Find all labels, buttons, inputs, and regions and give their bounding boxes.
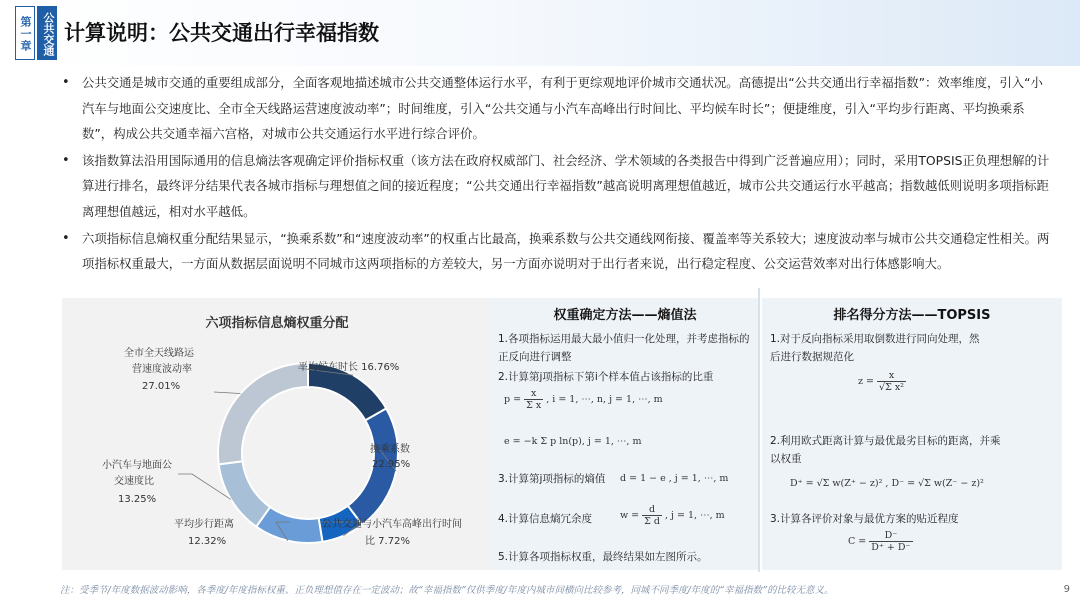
formula-text: w = xyxy=(620,510,640,521)
formula-text: p xyxy=(504,394,511,405)
entropy-step-3: 3.计算第j项指标的熵值 xyxy=(498,473,606,485)
topsis-step-2: 2.利用欧式距离计算与最优最劣目标的距离，并乘以权重 xyxy=(770,435,1001,465)
label-fluctuation-name: 全市全天线路运 xyxy=(124,348,194,359)
section-tag: 公共交通 xyxy=(37,6,57,60)
bullet-dot-icon: • xyxy=(62,230,70,246)
fraction-numerator: x xyxy=(524,388,543,400)
fraction-numerator: D⁻ xyxy=(869,530,912,542)
entropy-formula-2: e = −k Σ p ln(p), j = 1, ⋯, m xyxy=(504,436,642,447)
formula-text: , j = 1, ⋯, m xyxy=(665,510,725,521)
label-speed-ratio-name-2: 交速度比 xyxy=(114,476,154,487)
donut-slice-5 xyxy=(218,363,308,464)
label-transfer-name: 换乘系数 xyxy=(370,444,410,455)
bullet-list xyxy=(60,70,1050,278)
topsis-formula-3 xyxy=(848,530,913,553)
bullet-text: 公共交通是城市交通的重要组成部分，全面客观地描述城市公共交通整体运行水平，有利于更综观地评价城市交通状况。高德提出“公共交通出行幸福指数”：效率维度，引入“小汽车与地面公交速度比、全市全天线路运营速度波动率”；时间维度，引入“公共交通与小汽车高峰出行时间比、平均候车时长”；便捷维度，引入“平均步行距离、平均换乘系数”，构成公共交通幸福六宫格，对城市公共交通运行水平进行综合评价。 xyxy=(82,75,1043,142)
label-speed-ratio-value: 13.25% xyxy=(118,494,157,505)
formula-text: , i = 1, ⋯, n, j = 1, ⋯, m xyxy=(546,394,663,405)
bullet-item xyxy=(60,148,1050,225)
entropy-method-title: 权重确定方法——熵值法 xyxy=(553,308,697,323)
fraction-numerator: d xyxy=(642,504,662,516)
bullet-text: 该指数算法沿用国际通用的信息熵法客观确定评价指标权重（该方法在政府权威部门、社会经济、学术领域的各类报告中得到广泛普遍应用）；同时，采用TOPSIS正负理想解的计算进行排名，最终评分结果代表各城市指标与理想值之间的接近程度；“公共交通出行幸福指数”越高说明离理想值越近，城市公共交通运行水平越高；指数越低则说明多项指标距离理想值越远，相对水平越低。 xyxy=(82,152,1050,219)
panel-divider xyxy=(758,288,760,572)
label-time-ratio-value: 比 7.72% xyxy=(365,536,410,547)
bullet-dot-icon: • xyxy=(62,152,70,168)
page-title: 计算说明：公共交通出行幸福指数 xyxy=(64,21,379,45)
fraction xyxy=(524,388,543,411)
chart-panel xyxy=(62,298,492,570)
header-band xyxy=(0,0,1080,66)
formula-text: C = xyxy=(848,536,867,547)
entropy-formula-1: p = $\frac{x}{\text{Σ x}}$ , i = 1, ⋯, n, j = 1, ⋯, m xyxy=(504,388,663,411)
entropy-step-5: 5.计算各项指标权重，最终结果如左图所示。 xyxy=(498,551,708,563)
page-number: 9 xyxy=(1063,584,1070,595)
bullet-dot-icon: • xyxy=(62,75,70,90)
fraction-denominator: D⁺ + D⁻ xyxy=(871,542,911,553)
fraction-denominator: Σ x xyxy=(526,400,542,411)
label-wait-time: 平均候车时长 16.76% xyxy=(298,362,400,373)
label-walk-value: 12.32% xyxy=(188,536,227,547)
label-walk-name: 平均步行距离 xyxy=(174,519,234,530)
fraction-denominator: Σ d xyxy=(644,516,660,527)
fraction-denominator: √Σ x² xyxy=(879,382,904,393)
chart-title: 六项指标信息熵权重分配 xyxy=(205,316,349,331)
topsis-method-panel xyxy=(762,298,1062,570)
label-time-ratio-name: 公共交通与小汽车高峰出行时间 xyxy=(322,519,462,530)
fraction-numerator: x xyxy=(877,370,906,382)
entropy-formula-3: d = 1 − e , j = 1, ⋯, m xyxy=(620,473,729,484)
topsis-formula-2: D⁺ = √Σ w(Z⁺ − z)² , D⁻ = √Σ w(Z⁻ − z)² xyxy=(790,478,984,489)
entropy-step-2: 2.计算第j项指标下第i个样本值占该指标的比重 xyxy=(498,371,714,383)
fraction xyxy=(877,370,906,393)
bullet-item xyxy=(60,226,1050,277)
label-transfer-value: 22.95% xyxy=(372,459,411,470)
leader-line-5 xyxy=(214,392,240,393)
label-fluctuation-name-2: 营速度波动率 xyxy=(132,364,192,375)
entropy-step-4: 4.计算信息熵冗余度 xyxy=(498,513,593,525)
label-fluctuation-value: 27.01% xyxy=(142,381,181,392)
entropy-formula-4 xyxy=(620,504,725,527)
bullet-item xyxy=(60,70,1050,147)
topsis-step-3: 3.计算各评价对象与最优方案的贴近程度 xyxy=(770,513,959,525)
label-speed-ratio-name: 小汽车与地面公 xyxy=(102,460,172,471)
entropy-step-1: 1.各项指标运用最大最小值归一化处理，并考虑指标的正反向进行调整 xyxy=(498,333,750,363)
bullet-text: 六项指标信息熵权重分配结果显示，“换乘系数”和“速度波动率”的权重占比最高，换乘系数与公共交通线网衔接、覆盖率等关系较大；速度波动率与城市公共交通稳定性相关。两项指标权重最大，一方面从数据层面说明不同城市这两项指标的方差较大，另一方面亦说明对于出行者来说，出行稳定程度、公交运营效率对出行体感影响大。 xyxy=(82,230,1050,272)
fraction xyxy=(869,530,912,553)
topsis-formula-1 xyxy=(858,370,906,393)
footnote: 注：受季节/年度数据波动影响，各季度/年度指标权重、正负理想值存在一定波动；故“幸福指数”仅供季度/年度内城市间横向比较参考，同城不同季度/年度的“幸福指数”的比较无意义。 xyxy=(60,585,834,596)
chapter-tag: 第一章 xyxy=(15,6,35,60)
topsis-step-1: 1.对于反向指标采用取倒数进行同向处理，然后进行数据规范化 xyxy=(770,333,980,363)
formula-text: z = xyxy=(858,376,874,387)
fraction xyxy=(642,504,662,527)
topsis-method-title: 排名得分方法——TOPSIS xyxy=(833,308,991,323)
entropy-method-panel xyxy=(492,298,758,570)
